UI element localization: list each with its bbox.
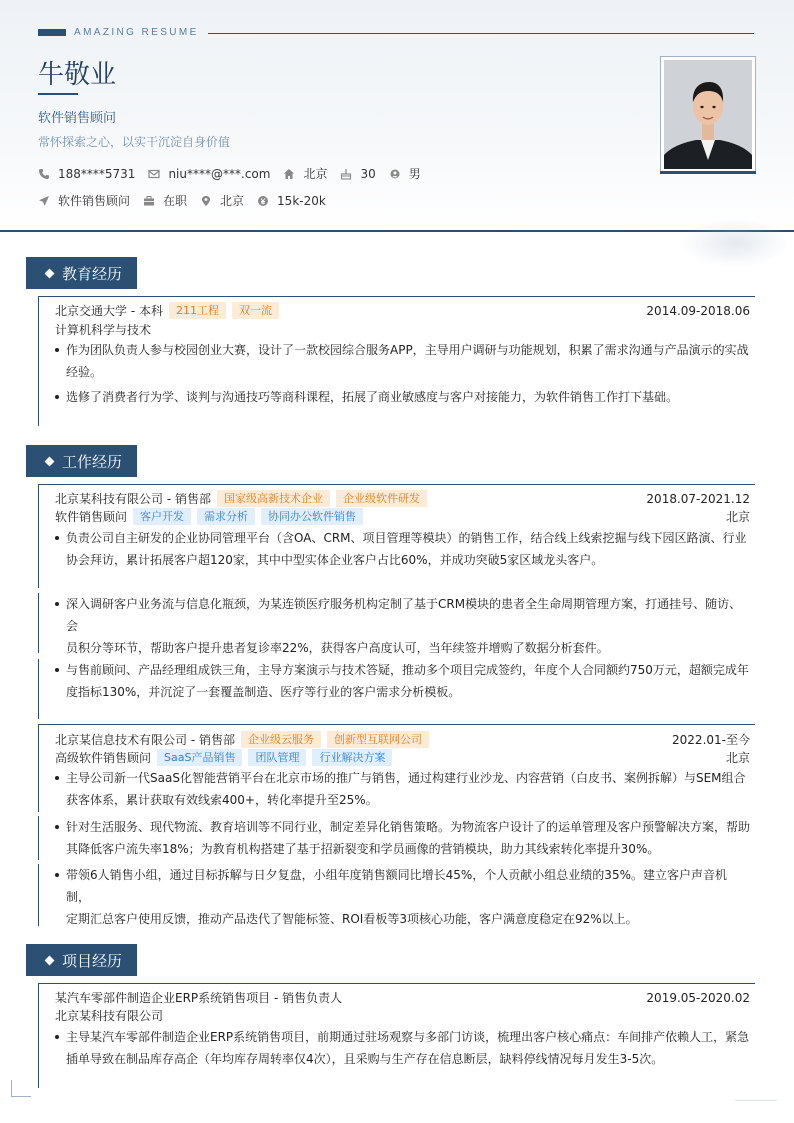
role-tag: SaaS产品销售 — [157, 749, 242, 766]
gender-icon — [389, 168, 401, 180]
info-row-2 — [38, 192, 339, 209]
project-bullet — [55, 1026, 750, 1070]
company-tag: 企业级云服务 — [241, 731, 321, 748]
page-corner-line — [735, 1100, 777, 1101]
location-pin-icon — [200, 195, 212, 207]
job-date: 2018.07-2021.12 — [646, 491, 750, 506]
edu-bullet — [55, 386, 750, 408]
bullet-line: 主导公司新一代SaaS化智能营销平台在北京市场的推广与销售，通过构建行业沙龙、内容营销（白皮书、案例拆解）与SEM组合 — [66, 771, 746, 785]
job-bullet — [55, 593, 750, 659]
age-text: 30 — [360, 166, 376, 181]
job-role: 高级软件销售顾问 — [55, 751, 152, 765]
info-row-1 — [38, 165, 434, 182]
location-text: 北京 — [220, 194, 245, 208]
photo-underline — [660, 171, 756, 174]
status-text: 在职 — [163, 194, 188, 208]
job-bullet — [55, 816, 750, 860]
info-status — [143, 192, 187, 209]
home-text: 北京 — [303, 167, 328, 181]
role-tag: 协同办公软件销售 — [261, 508, 363, 525]
project-company: 北京某科技有限公司 — [55, 1009, 164, 1023]
info-email — [148, 167, 270, 181]
candidate-name: 牛敬业 — [38, 60, 117, 90]
project-name-row — [55, 989, 750, 1006]
bullet-vline — [38, 659, 39, 719]
motto: 常怀探索之心，以实干沉淀自身价值 — [38, 135, 231, 149]
job-bullet — [55, 659, 750, 703]
bullet-line: 选修了消费者行为学、谈判与沟通技巧等商科课程，拓展了商业敏感度与客户对接能力，为软件销售工作打下基础。 — [66, 390, 679, 404]
bullet-line: 针对生活服务、现代物流、教育培训等不同行业，制定差异化销售策略。为物流客户设计了的运单管理及客户预警解决方案，帮助 — [66, 820, 751, 834]
project-company-row — [55, 1007, 750, 1024]
bullet-line: 其降低客户流失率18%；为教育机构搭建了基于招新裂变和学员画像的营销模块，助力其线索转化率提升30%。 — [66, 842, 660, 856]
bullet-line: 经验。 — [66, 365, 103, 379]
edu-date: 2014.09-2018.06 — [646, 303, 750, 318]
section-header-work — [26, 445, 137, 477]
bullet-line: 获客体系，累计获取有效线索400+，转化率提升至25%。 — [66, 793, 378, 807]
edu-bullet — [55, 339, 750, 383]
diamond-icon — [45, 955, 55, 965]
edu-school-row — [55, 302, 750, 319]
job-city: 北京 — [725, 751, 750, 765]
info-phone — [38, 167, 135, 181]
profile-photo — [660, 56, 756, 173]
bullet-line: 与售前顾问、产品经理组成铁三角，主导方案演示与技术答疑，推动多个项目完成签约，年度个人合同额约750万元，超额完成年 — [66, 663, 749, 677]
job-company-row — [55, 490, 750, 507]
tag-bar — [38, 29, 66, 36]
phone-text: 188****5731 — [58, 166, 136, 181]
role-tag: 需求分析 — [197, 508, 255, 525]
job-role: 软件销售顾问 — [55, 510, 128, 524]
section-line-education — [38, 296, 755, 297]
role-tag: 客户开发 — [133, 508, 191, 525]
major: 计算机科学与技术 — [55, 323, 152, 337]
company-name: 北京某科技有限公司 - 销售部 — [55, 492, 211, 506]
info-gender — [389, 165, 421, 182]
info-salary — [257, 194, 326, 208]
info-age — [340, 167, 375, 181]
section-line-work — [38, 484, 755, 485]
send-icon — [38, 195, 50, 207]
bullet-line: 负责公司自主研发的企业协同管理平台（含OA、CRM、项目管理等模块）的销售工作，结合线上线索挖掘与线下园区路演、行业 — [66, 531, 747, 545]
section-title: 项目经历 — [62, 951, 123, 970]
portrait-image — [664, 60, 752, 169]
cake-icon — [340, 168, 352, 180]
job-bullet — [55, 527, 750, 571]
section-vline-education — [38, 296, 39, 426]
info-target-job — [38, 192, 130, 209]
job-separator — [38, 724, 755, 725]
bullet-line: 插单导致在制品库存高企（年均库存周转率仅4次），且采购与生产存在信息断层，缺料停线情况每月发生3-5次。 — [66, 1052, 664, 1066]
company-tag: 企业级软件研发 — [336, 490, 427, 507]
company-name: 北京某信息技术有限公司 - 销售部 — [55, 733, 235, 747]
mail-icon — [148, 168, 160, 180]
bullet-vline — [38, 816, 39, 860]
job-date: 2022.01-至今 — [672, 733, 750, 747]
bullet-line: 作为团队负责人参与校园创业大赛，设计了一款校园综合服务APP，主导用户调研与功能规划，积累了需求沟通与产品演示的实战 — [66, 343, 749, 357]
bullet-line: 主导某汽车零部件制造企业ERP系统销售项目，前期通过驻场观察与多部门访谈，梳理出客户核心痛点：车间排产依赖人工，紧急 — [66, 1030, 750, 1044]
bullet-vline — [38, 864, 39, 926]
email-text: niu****@***.com — [168, 166, 271, 181]
home-icon — [283, 168, 295, 180]
bullet-line: 深入调研客户业务流与信息化瓶颈，为某连锁医疗服务机构定制了基于CRM模块的患者全生命周期管理方案，打通挂号、随访、会 — [66, 597, 742, 633]
job-city: 北京 — [725, 510, 750, 524]
info-location — [200, 192, 244, 209]
section-vline-project — [38, 983, 39, 1088]
section-vline-work — [38, 484, 39, 588]
briefcase-icon — [143, 195, 155, 207]
section-title: 教育经历 — [62, 264, 123, 283]
salary-icon — [257, 195, 269, 207]
section-header-education — [26, 257, 137, 289]
job-role-row — [55, 508, 750, 525]
job-title: 软件销售顾问 — [38, 111, 117, 126]
decoration-blur — [680, 218, 790, 268]
bullet-line: 度指标130%，并沉淀了一套覆盖制造、医疗等行业的客户需求分析模板。 — [66, 685, 461, 699]
bullet-line: 协会拜访，累计拓展客户超120家，其中中型实体企业客户占比60%，并成功突破5家区域龙头客户。 — [66, 553, 604, 567]
bullet-line: 员积分等环节，帮助客户提升患者复诊率22%，获得客户高度认可，当年续签并增购了数据分析套件。 — [66, 641, 609, 655]
school-tag: 双一流 — [232, 302, 279, 319]
edu-major-row — [55, 321, 750, 338]
company-tag: 创新型互联网公司 — [327, 731, 429, 748]
bullet-line: 定期汇总客户使用反馈，推动产品迭代了智能标签、ROI看板等3项核心功能，客户满意度稳定在92%以上。 — [66, 912, 638, 926]
role-tag: 行业解决方案 — [312, 749, 392, 766]
school-tag: 211工程 — [169, 302, 226, 319]
section-line-project — [38, 983, 755, 984]
tag-line — [208, 33, 754, 34]
page-corner-mark — [11, 1080, 31, 1097]
project-date: 2019.05-2020.02 — [646, 990, 750, 1005]
bullet-vline — [38, 593, 39, 653]
diamond-icon — [45, 456, 55, 466]
target-job-text: 软件销售顾问 — [58, 194, 131, 208]
phone-icon — [38, 168, 50, 180]
role-tag: 团队管理 — [248, 749, 306, 766]
job-role-row — [55, 749, 750, 766]
gender-text: 男 — [408, 167, 421, 181]
section-title: 工作经历 — [62, 452, 123, 471]
job-bullet — [55, 767, 750, 811]
section-vline-work — [38, 724, 39, 812]
job-company-row — [55, 731, 750, 748]
info-home — [283, 165, 327, 182]
salary-text: 15k-20k — [277, 193, 326, 208]
job-bullet — [55, 864, 750, 930]
school-name: 北京交通大学 - 本科 — [55, 304, 163, 318]
project-name: 某汽车零部件制造企业ERP系统销售项目 - 销售负责人 — [55, 991, 343, 1005]
bullet-line: 带领6人销售小组，通过目标拆解与日夕复盘，小组年度销售额同比增长45%，个人贡献小组总业绩的35%。建立客户声音机制， — [66, 868, 727, 904]
resume-tag: AMAZING RESUME — [74, 27, 199, 38]
section-header-project — [26, 944, 137, 976]
diamond-icon — [45, 268, 55, 278]
company-tag: 国家级高新技术企业 — [217, 490, 330, 507]
name-underline — [38, 93, 78, 95]
